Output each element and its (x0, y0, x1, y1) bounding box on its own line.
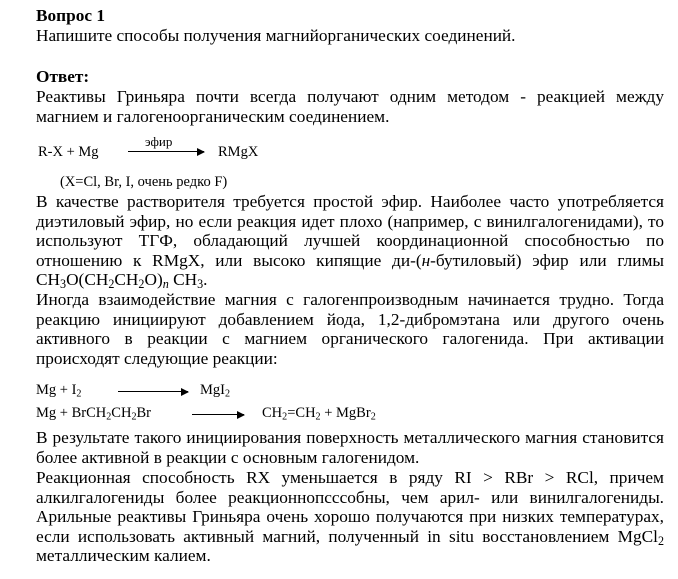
halogen-note: (X=Cl, Br, I, очень редко F) (60, 174, 228, 190)
reaction-3-reactants: $Mg + BrCH_2CH_2Br$ (36, 405, 151, 423)
reaction-2-product: MgI$_2$ (200, 382, 231, 400)
reaction-1-reactants: R-X + Mg (38, 144, 99, 160)
reaction-1-product: RMgX (218, 144, 259, 160)
answer-paragraph-5: Реакционная способность RX уменьшается в ряду RI > RBr > RCl, причем алкилгалогениды более реакционнопсссобны, чем арил- или винилгалогениды. Арильные реактивы Гриньяра очень хорошо получаются при низких температурах, если использовать активный магний, полученный in situ восстановлением MgCl$_2$ металлическим калием. (36, 468, 664, 565)
reaction-1-solvent-label: эфир (145, 134, 173, 149)
answer-paragraph-4: В результате такого инициирования поверхность металлического магния становится более активной в реакции с основным галогенидом. (36, 428, 664, 467)
reaction-3-products: $CH_2=CH_2$ + MgBr$_2$ (262, 405, 376, 423)
reaction-1-arrow (128, 151, 204, 152)
answer-paragraph-2: В качестве растворителя требуется простой эфир. Наиболее часто употребляется диэтиловый эфир, но если реакция идет плохо (например, с винилгалогенидами), то используют ТГФ, обладающий лучшей координационной способностью по отношению к RMgX, или высоко кипящие ди-(н-бутиловый) эфир или глимы $CH_3O(CH_2CH_2O)_n$ $CH_3$. (36, 192, 664, 292)
answer-heading: Ответ: (36, 67, 90, 86)
question-text: Напишите способы получения магнийорганических соединений. (36, 26, 516, 45)
reaction-2-reactants: $Mg + I_2$ (36, 382, 82, 400)
reaction-3-arrow (192, 414, 244, 415)
answer-paragraph-3: Иногда взаимодействие магния с галогенпроизводным начинается трудно. Тогда реакцию инициируют добавлением йода, 1,2-дибромэтана или другого очень активного в реакции с магнием органического галогенида. При активации происходят следующие реакции: (36, 290, 664, 368)
question-heading: Вопрос 1 (36, 6, 106, 25)
reaction-2-arrow (118, 391, 188, 392)
answer-paragraph-1: Реактивы Гриньяра почти всегда получают одним методом - реакцией между магнием и галогеноорганическим соединением. (36, 87, 664, 126)
